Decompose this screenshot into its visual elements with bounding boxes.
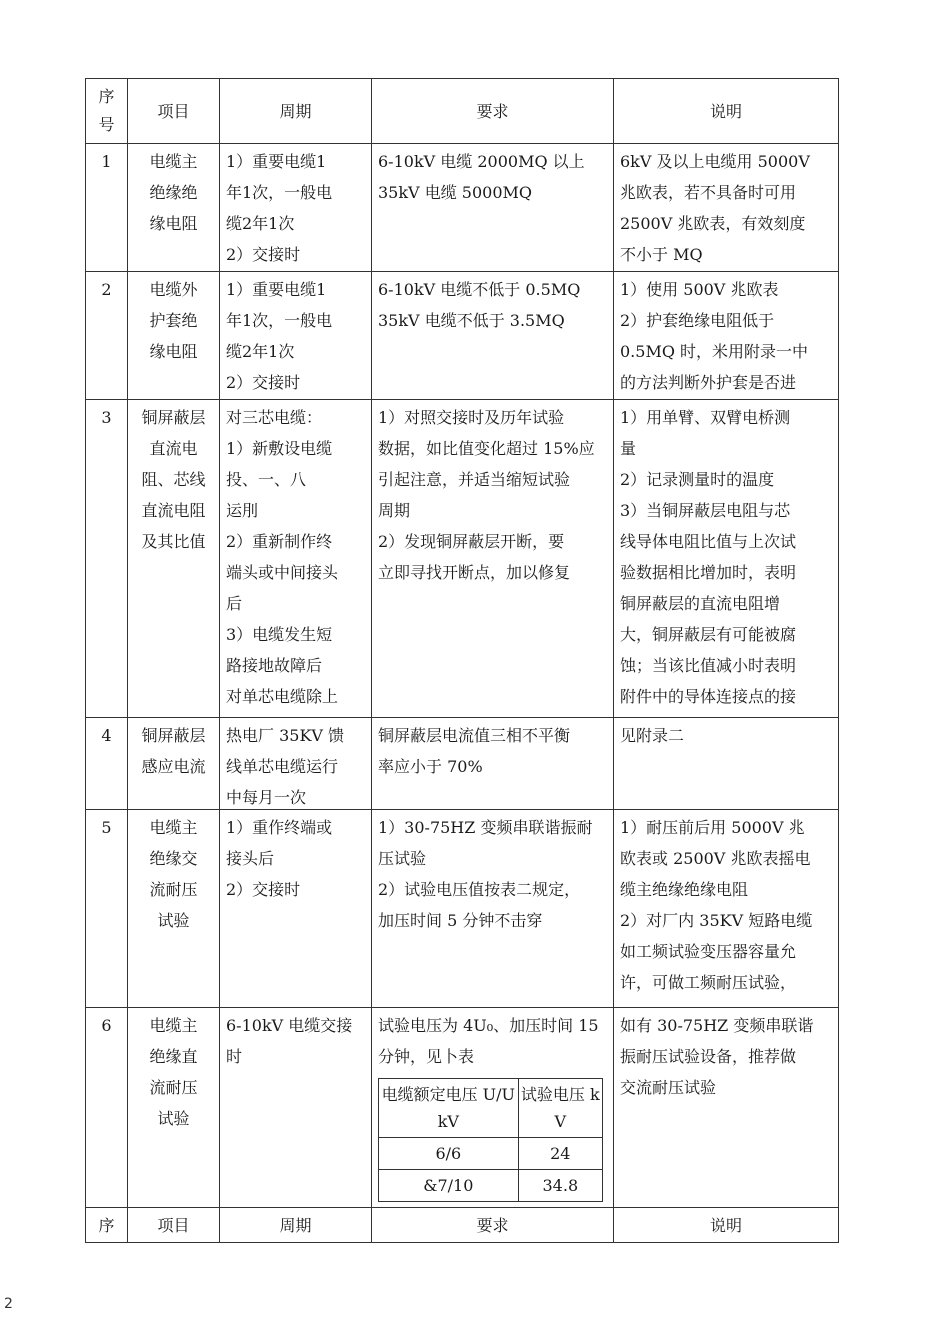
- row-requirement-line: 率应小于 70%: [378, 757, 483, 776]
- row-requirement-line: 周期: [378, 501, 411, 520]
- row-item-line: 电缆主: [149, 818, 198, 837]
- row-note-line: 欧表或 2500V 兆欧表摇电: [620, 849, 811, 868]
- row-requirement-line: 压试验: [378, 849, 427, 868]
- row-item-line: 绝缘直: [149, 1047, 198, 1066]
- row-note: [614, 718, 839, 810]
- row-period-line: 1）重要电缆1: [226, 152, 327, 171]
- header-period-repeat: 周期: [220, 1208, 372, 1243]
- row-item-line: 电缆主: [149, 152, 198, 171]
- row-requirement-line: 铜屏蔽层电流值三相不平衡: [378, 726, 571, 745]
- row-period-line: 中每月一次: [226, 788, 307, 806]
- row-number: [86, 400, 128, 718]
- row-requirement: [372, 272, 614, 400]
- row-period-line: 6-10kV 电缆交接: [226, 1016, 353, 1035]
- row-note: [614, 272, 839, 400]
- page-number: 2: [4, 1296, 13, 1312]
- row-period: [220, 718, 372, 810]
- table-row: [86, 1008, 839, 1208]
- row-item-line: 铜屏蔽层: [141, 726, 206, 745]
- row-period-line: [226, 712, 365, 714]
- row-item-line: 绝缘交: [149, 849, 198, 868]
- row-period-line: 2）交接时: [226, 245, 301, 264]
- row-requirement-line: 35kV 电缆不低于 3.5MQ: [378, 311, 565, 330]
- row-note: [614, 144, 839, 272]
- row-item-line: 护套绝: [149, 311, 198, 330]
- row-requirement: [372, 1008, 614, 1208]
- header-note-repeat: 说明: [614, 1208, 839, 1243]
- row-number-text: 6: [101, 1016, 112, 1035]
- row-period-line: 2）交接时: [226, 880, 301, 899]
- row-note-line: 3）当铜屏蔽层电阻与芯: [620, 501, 791, 520]
- row-period-line: 接头后: [226, 849, 275, 868]
- row-note-line: 2）对厂内 35KV 短路电缆: [620, 911, 813, 930]
- row-item-line: 电缆主: [149, 1016, 198, 1035]
- row-requirement: [372, 400, 614, 718]
- row-period-line: 运刖: [226, 501, 259, 520]
- row-requirement-line: 2）试验电压值按表二规定，: [378, 880, 581, 899]
- row-note: [614, 400, 839, 718]
- row-item-line: 流耐压: [149, 880, 198, 899]
- row-number-text: 4: [101, 726, 112, 745]
- test-items-table: [85, 78, 839, 1243]
- row-requirement-line: 2）发现铜屏蔽层开断，要: [378, 532, 565, 551]
- row-period-line: 时: [226, 1047, 243, 1066]
- row-period: [220, 810, 372, 1008]
- row-note-line: 2）护套绝缘电阻低于: [620, 311, 775, 330]
- row-item: [128, 1008, 220, 1208]
- row-requirement: [372, 810, 614, 1008]
- table-row: [86, 718, 839, 810]
- row-period-line: 缆2年1次: [226, 342, 295, 361]
- row-item: [128, 144, 220, 272]
- row-note-line: 缆主绝缘绝缘电阻: [620, 880, 749, 899]
- row-requirement-line: 加压时间 5 分钟不击穿: [378, 911, 543, 930]
- row-requirement-line: 6-10kV 电缆不低于 0.5MQ: [378, 280, 581, 299]
- row-number-text: 5: [101, 818, 112, 837]
- row-item-line: 绝缘绝: [149, 183, 198, 202]
- header-note: 说明: [614, 79, 839, 144]
- row-note-line: 线导体电阻比值与上次试: [620, 532, 797, 551]
- row-note: [614, 1008, 839, 1208]
- row-requirement-line: 1）30-75HZ 变频串联谐振耐: [378, 818, 593, 837]
- voltage-table-header: 电缆额定电压 U/UkV: [379, 1079, 519, 1138]
- row-note-line: 不小于 MQ: [620, 245, 703, 264]
- row-item-line: 阻、芯线: [141, 470, 206, 489]
- row-note: [614, 810, 839, 1008]
- row-item: [128, 400, 220, 718]
- row-item-line: 流耐压: [149, 1078, 198, 1097]
- row-period: [220, 400, 372, 718]
- voltage-table-cell: 24: [518, 1138, 602, 1170]
- row-period-line: 年1次，一般电: [226, 183, 333, 202]
- row-note-line: [620, 998, 832, 1004]
- row-note-line: 如工频试验变压器容量允: [620, 942, 797, 961]
- row-number-text: 3: [101, 408, 112, 427]
- table-header-row: [86, 79, 839, 144]
- table-row: [86, 810, 839, 1008]
- row-note-line: 2）记录测量时的温度: [620, 470, 775, 489]
- row-item-line: 感应电流: [141, 757, 206, 776]
- header-requirement: 要求: [372, 79, 614, 144]
- row-note-line: 1）耐压前后用 5000V 兆: [620, 818, 805, 837]
- header-requirement-repeat: 要求: [372, 1208, 614, 1243]
- row-period: [220, 144, 372, 272]
- row-requirement-line: 35kV 电缆 5000MQ: [378, 183, 533, 202]
- voltage-table-header: 试验电压 kV: [518, 1079, 602, 1138]
- voltage-table-cell: &7/10: [379, 1170, 519, 1202]
- row-note-line: 见附录二: [620, 726, 685, 745]
- row-number: [86, 1008, 128, 1208]
- row-period-line: 对三芯电缆：: [226, 408, 323, 427]
- row-note-line: 2500V 兆欧表，有效刻度: [620, 214, 806, 233]
- row-period-line: 热电厂 35KV 馈: [226, 726, 345, 745]
- table-row: [86, 400, 839, 718]
- row-period-line: 对单芯电缆除上: [226, 687, 339, 706]
- row-period-line: 2）交接时: [226, 373, 301, 392]
- row-note-line: 附件中的导体连接点的接: [620, 687, 797, 706]
- row-note-line: 的方法判断外护套是否进: [620, 373, 797, 392]
- row-item-line: 电缆外: [149, 280, 198, 299]
- row-requirement-line: 试验电压为 4U₀、加压时间 15: [378, 1016, 599, 1035]
- row-period-line: 缆2年1次: [226, 214, 295, 233]
- row-item: [128, 810, 220, 1008]
- header-num: 序号: [86, 79, 128, 144]
- row-period-line: 后: [226, 594, 243, 613]
- row-period-line: 3）电缆发生短: [226, 625, 333, 644]
- row-period-line: 年1次，一般电: [226, 311, 333, 330]
- row-number: [86, 810, 128, 1008]
- row-item: [128, 272, 220, 400]
- row-note-line: 1）用单臂、双臂电桥测: [620, 408, 791, 427]
- row-note-line: 兆欧表，若不具备时可用: [620, 183, 797, 202]
- row-requirement: [372, 718, 614, 810]
- row-item-line: 直流电: [149, 439, 198, 458]
- row-note-line: 蚀；当该比值减小时表明: [620, 656, 797, 675]
- voltage-table-cell: 6/6: [379, 1138, 519, 1170]
- header-item: 项目: [128, 79, 220, 144]
- table-row: [86, 144, 839, 272]
- row-note-line: 6kV 及以上电缆用 5000V: [620, 152, 810, 171]
- table-header-row-repeat: [86, 1208, 839, 1243]
- row-note-line: 1）使用 500V 兆欧表: [620, 280, 779, 299]
- row-requirement-line: 引起注意，并适当缩短试验: [378, 470, 571, 489]
- row-note-line: [620, 712, 832, 714]
- row-number: [86, 272, 128, 400]
- header-item-repeat: 项目: [128, 1208, 220, 1243]
- row-note-line: 0.5MQ 时，米用附录一中: [620, 342, 809, 361]
- row-period-line: 路接地故障后: [226, 656, 323, 675]
- row-number-text: 2: [101, 280, 112, 299]
- row-note-line: 验数据相比增加时，表明: [620, 563, 797, 582]
- row-period: [220, 1008, 372, 1208]
- row-item-line: 试验: [157, 1109, 190, 1128]
- row-period-line: 端头或中间接头: [226, 563, 339, 582]
- row-requirement: [372, 144, 614, 272]
- header-period: 周期: [220, 79, 372, 144]
- row-note-line: 振耐压试验设备，推荐做: [620, 1047, 797, 1066]
- voltage-table: [378, 1078, 603, 1202]
- row-period: [220, 272, 372, 400]
- row-requirement-line: 分钟，见卜表: [378, 1047, 475, 1066]
- row-note-line: 如有 30-75HZ 变频串联谐: [620, 1016, 814, 1035]
- row-requirement-line: 6-10kV 电缆 2000MQ 以上: [378, 152, 585, 171]
- row-item-line: 缘电阻: [149, 342, 198, 361]
- row-period-line: 1）重作终端或: [226, 818, 333, 837]
- row-period-line: 投、一、八: [226, 470, 307, 489]
- row-note-line: 量: [620, 439, 637, 458]
- row-number: [86, 144, 128, 272]
- row-number: [86, 718, 128, 810]
- table-body: [86, 144, 839, 1208]
- table-row: [86, 272, 839, 400]
- row-period-line: 1）新敷设电缆: [226, 439, 333, 458]
- row-period-line: 2）重新制作终: [226, 532, 333, 551]
- row-period-line: 1）重要电缆1: [226, 280, 327, 299]
- row-note-line: 交流耐压试验: [620, 1078, 717, 1097]
- row-requirement-line: 立即寻找开断点，加以修复: [378, 563, 571, 582]
- row-note-line: 铜屏蔽层的直流电阻增: [620, 594, 781, 613]
- row-item-line: 直流电阻: [141, 501, 206, 520]
- row-item-line: 铜屏蔽层: [141, 408, 206, 427]
- row-requirement-line: 数据，如比值变化超过 15%应: [378, 439, 595, 458]
- row-period-line: 线单芯电缆运行: [226, 757, 339, 776]
- row-item-line: 缘电阻: [149, 214, 198, 233]
- voltage-table-cell: 34.8: [518, 1170, 602, 1202]
- row-item-line: 及其比值: [141, 532, 206, 551]
- row-note-line: 大，铜屏蔽层有可能被腐: [620, 625, 797, 644]
- row-item: [128, 718, 220, 810]
- header-num-repeat: 序: [86, 1208, 128, 1243]
- row-number-text: 1: [101, 152, 112, 171]
- row-note-line: 许，可做工频耐压试验，: [620, 973, 797, 992]
- row-requirement-line: 1）对照交接时及历年试验: [378, 408, 565, 427]
- row-item-line: 试验: [157, 911, 190, 930]
